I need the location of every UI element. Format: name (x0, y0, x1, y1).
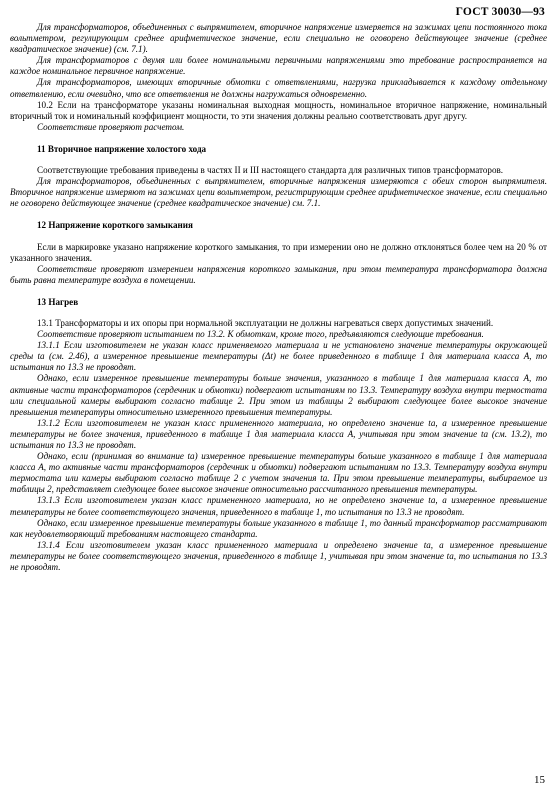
section-heading-11: 11 Вторичное напряжение холостого хода (37, 143, 207, 154)
paragraph: 13.1 Трансформаторы и их опоры при нормальной эксплуатации не должны нагреваться сверх допустимых значений. (37, 317, 494, 328)
paragraph: Для трансформаторов, объединенных с выпрямителем, вторичные напряжения измеряются с обеих сторон выпрямителя. Вторичное напряжение измеряют на зажимах цепи вольтметром, регистрирующим среднее арифметическое значение, если специально не оговорено действующее значение (среднее квадратическое значение) см. 7.1. (10, 176, 547, 209)
section-heading-13: 13 Нагрев (37, 296, 79, 307)
section-heading-12: 12 Напряжение короткого замыкания (37, 220, 193, 231)
paragraph: 13.1.1 Если изготовителем не указан класс применяемого материала и не установлено значение температуры окружающей среды ta (см. 2.46), а измеренное превышение температуры (Δt) не более приведенного в таблице 1 для материала класса А, то испытания по 13.3 не проводят. (10, 340, 547, 373)
paragraph: Для трансформаторов с двумя или более номинальными первичными напряжениями это требование распространяется на каждое номинальное первичное напряжение. (10, 55, 547, 77)
paragraph: Соответствие проверяют испытанием по 13.2. К обмоткам, кроме того, предъявляются следующие требования. (37, 329, 484, 340)
paragraph: Соответствие проверяют измерением напряжения короткого замыкания, при этом температура трансформатора должна быть равна температуре воздуха в помещении. (10, 263, 547, 285)
paragraph: 13.1.3 Если изготовителем указан класс примененного материала, но не определено значение ta, а измеренное превышение температуры не более соответствующего значения, приведенного в таблице 1, то испытания по 13.3 не проводят. (10, 495, 547, 517)
paragraph: 13.1.4 Если изготовителем указан класс примененного материала и определено значение ta, а измеренное превышение температуры не более соответствующего значения, приведенного в таблице 1, учитывая при этом значение ta, то испытания по 13.3 не проводят. (10, 539, 547, 573)
standard-header: ГОСТ 30030—93 (455, 6, 545, 18)
paragraph: Однако, если измеренное превышение температуры больше указанного в таблице 1, то данный трансформатор рассматривают как неудовлетворяющий требованиям настоящего стандарта. (10, 517, 547, 539)
paragraph: 10.2 Если на трансформаторе указаны номинальная выходная мощность, номинальное вторичное напряжение, номинальный вторичный ток и номинальный коэффициент мощности, то эти значения должны реально соответствовать друг другу. (10, 99, 547, 121)
paragraph: Если в маркировке указано напряжение короткого замыкания, то при измерении оно не должно отклоняться более чем на 20 % от указанного значения. (10, 241, 547, 263)
document-body (10, 22, 547, 573)
paragraph: Соответствующие требования приведены в частях II и III настоящего стандарта для различных типов трансформаторов. (37, 165, 504, 176)
paragraph: Однако, если (принимая во внимание ta) измеренное превышение температуры больше указанного в таблице 1 для материала класса А, то активные части трансформаторов (сердечник и обмотки) подвергают испытаниям по 13.3. Температуру воздуха внутри термостата или камеры выбирают согласно таблице 2 с учетом значения ta. При этом превышение температуры, выбираемое из таблицы 2, представляет следующее более высокое значение относительно рассчитанного превышения температуры. (10, 451, 547, 495)
paragraph: Соответствие проверяют расчетом. (37, 121, 185, 132)
paragraph: Однако, если измеренное превышение температуры больше значения, указанного в таблице 1 для материала класса А, то активные части трансформаторов (сердечник и обмотки) подвергают испытаниям по 13.3. Температуру воздуха внутри термостата или специальной камеры выбирают согласно таблице 2. При этом из таблицы 2 выбирают следующее более высокое значение превышения температуры относительно измеренного превышения температуры. (10, 373, 547, 417)
paragraph: 13.1.2 Если изготовителем не указан класс примененного материала, но определено значение ta, а измеренное превышение температуры не более значения, приведенного в таблице 1 для материала класса А, учитывая при этом значение ta (см. 13.2), то испытания по 13.3 не проводят. (10, 417, 547, 450)
paragraph: Для трансформаторов, имеющих вторичные обмотки с ответвлениями, нагрузка прикладывается к каждому отдельному ответвлению, если очевидно, что все ответвления не должны нагружаться одновременно. (10, 77, 547, 99)
paragraph: Для трансформаторов, объединенных с выпрямителем, вторичное напряжение измеряется на зажимах цепи постоянного тока вольтметром, регулирующим среднее арифметическое значение, если специально не оговорено действующее значение (среднее квадратическое значение) (см. 7.1). (10, 22, 547, 55)
page-number: 15 (534, 774, 545, 786)
